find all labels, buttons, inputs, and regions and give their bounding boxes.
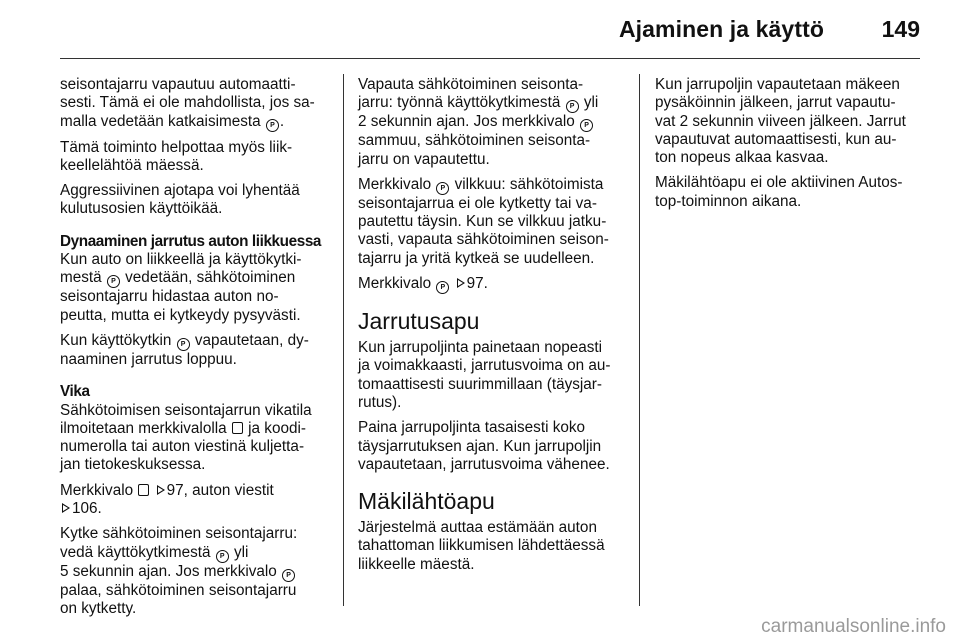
paragraph: Kun jarrupoljinta painetaan nopeasti ja voimakkaasti, jarrutusvoima on au- tomaattisesti suurimmillaan (täysjar- rutus). (358, 339, 611, 411)
parking-brake-icon: P (282, 569, 295, 582)
subheading-dynamic-braking: Dynaaminen jarrutus auton liikkuessa (60, 232, 322, 250)
paragraph: Merkkivalo P vilkkuu: sähkötoimista seisontajarrua ei ole kytketty tai va- pautettu täysin. Kun se vilkkuu jatku- vasti, vapauta sähkötoiminen seison- tajarru ja yritä kytkeä se uudelleen. (358, 175, 609, 267)
paragraph: Tämä toiminto helpottaa myös liik- keellelähtöä mäessä. (60, 138, 293, 174)
heading-hill-start-assist: Mäkilähtöapu (358, 488, 495, 515)
page-header (60, 0, 920, 58)
column-3 (655, 76, 923, 218)
paragraph: Vapauta sähkötoiminen seisonta- jarru: työnnä käyttökytkimestä P yli 2 sekunnin ajan. Jos merkkivalo P sammuu, sähkötoiminen seisonta- jarru on vapautettu. (358, 76, 599, 168)
column-divider (343, 74, 344, 606)
reference-arrow-icon (62, 503, 70, 513)
page-number: 149 (881, 16, 920, 42)
reference-arrow-icon (157, 485, 165, 495)
paragraph: Paina jarrupoljinta tasaisesti koko täysjarrutuksen ajan. Kun jarrupoljin vapautetaan, jarrutusvoima vähenee. (358, 419, 610, 473)
watermark: carmanualsonline.info (761, 616, 946, 637)
paragraph: seisontajarru vapautuu automaatti- sesti. Tämä ei ole mahdollista, jos sa- malla vedetään katkaisimesta P . (60, 76, 315, 130)
parking-brake-icon: P (177, 338, 190, 351)
paragraph: Sähkötoimisen seisontajarrun vikatila ilmoitetaan merkkivalolla ja koodi- numerolla tai auton viestinä kuljetta- jan tietokeskuksessa. (60, 401, 312, 474)
paragraph: Kun käyttökytkin P vapautetaan, dy- naaminen jarrutus loppuu. (60, 331, 309, 368)
column-divider (639, 74, 640, 606)
paragraph: Kytke sähkötoiminen seisontajarru: vedä käyttökytkimestä P yli 5 sekunnin ajan. Jos merkkivalo P palaa, sähkötoiminen seisontajarru on kytketty. (60, 525, 298, 617)
column-1 (60, 76, 328, 625)
parking-brake-icon: P (216, 550, 229, 563)
parking-brake-icon: P (566, 100, 579, 113)
paragraph: Merkkivalo 97, auton viestit 106. (60, 481, 274, 518)
reference-arrow-icon (457, 278, 465, 288)
parking-brake-icon: P (436, 281, 449, 294)
header-rule (60, 58, 920, 59)
parking-brake-icon: P (436, 182, 449, 195)
paragraph: Järjestelmä auttaa estämään auton tahattoman liikkumisen lähdettäessä liikkeelle mäestä. (358, 519, 605, 573)
subheading-fault: Vika (60, 383, 90, 401)
header-title: Ajaminen ja käyttö (618, 16, 824, 42)
service-brake-icon (232, 422, 243, 434)
paragraph: Kun auto on liikkeellä ja käyttökytki- mestä P vedetään, sähkötoiminen seisontajarru hidastaa auton no- peutta, mutta ei kytkeydy pysyvästi. (60, 251, 302, 324)
column-2 (358, 76, 626, 581)
paragraph: Merkkivalo P 97. (358, 275, 488, 293)
heading-brake-assist: Jarrutusapu (358, 308, 480, 335)
paragraph: Aggressiivinen ajotapa voi lyhentää kulutusosien käyttöikää. (60, 182, 300, 218)
paragraph: Mäkilähtöapu ei ole aktiivinen Autos- top-toiminnon aikana. (655, 174, 903, 210)
paragraph: Kun jarrupoljin vapautetaan mäkeen pysäköinnin jälkeen, jarrut vapautu- vat 2 sekunnin viiveen jälkeen. Jarrut vapautuvat automaattisesti, kun au- ton nopeus alkaa kasvaa. (655, 76, 906, 167)
parking-brake-icon: P (580, 119, 593, 132)
parking-brake-icon: P (107, 275, 120, 288)
parking-brake-icon: P (266, 119, 279, 132)
service-brake-icon (138, 484, 149, 496)
